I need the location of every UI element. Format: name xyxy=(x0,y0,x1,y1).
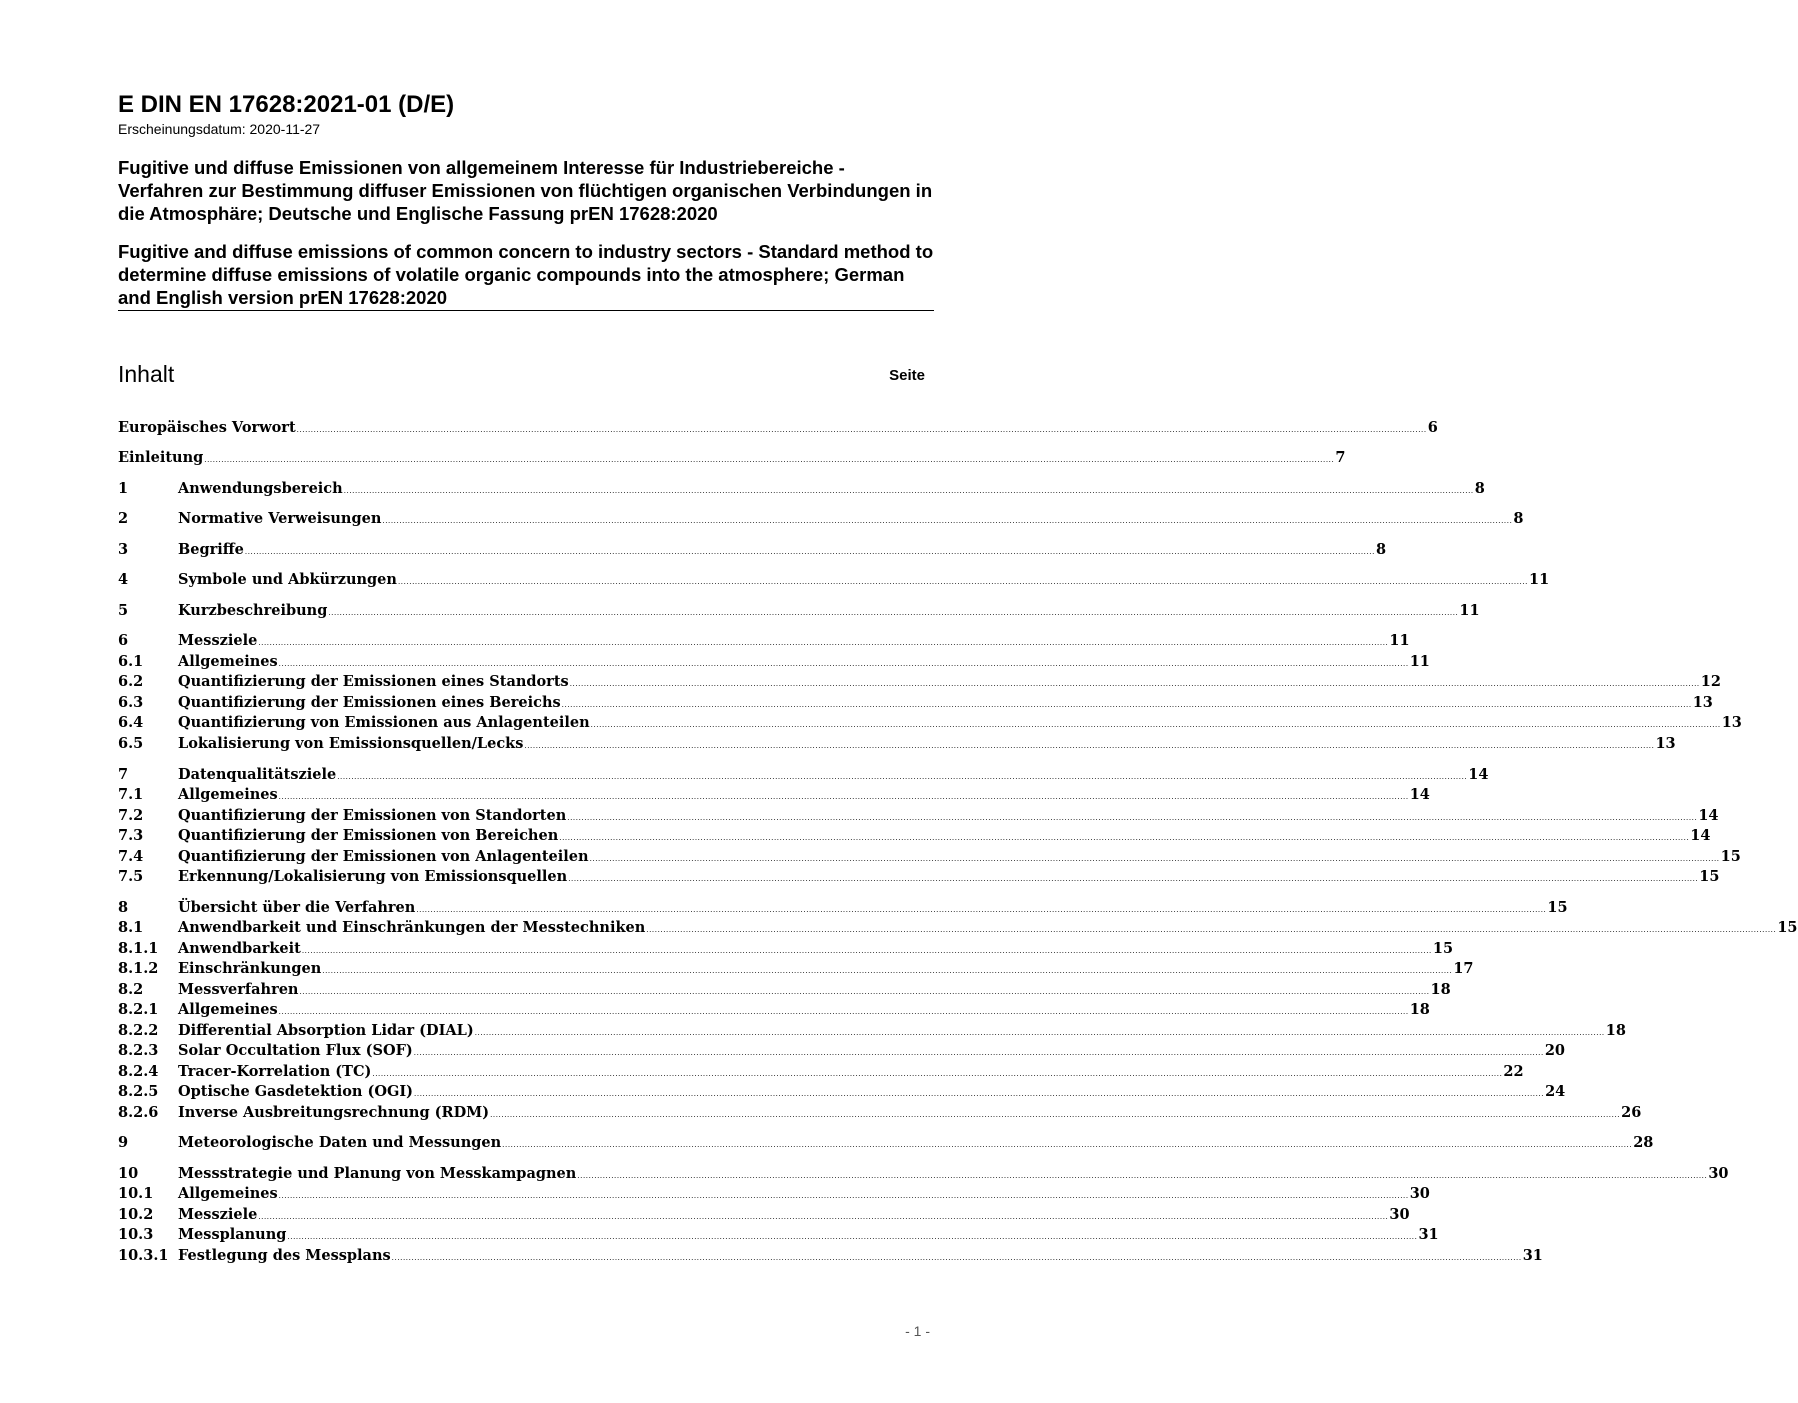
toc-entry-page: 13 xyxy=(1655,735,1676,752)
toc-entry[interactable] xyxy=(118,1103,1642,1123)
toc-entry-title[interactable]: Allgemeines xyxy=(178,653,278,670)
toc-entry-page: 14 xyxy=(1698,807,1719,824)
toc-entry-number: 6.3 xyxy=(118,694,144,711)
toc-entry-title[interactable]: Anwendbarkeit und Einschränkungen der Messtechniken xyxy=(178,919,646,936)
toc-entry-title[interactable]: Normative Verweisungen xyxy=(178,510,382,527)
toc-dot-leader: ................................................................................................................................................................................................................................................................................................................................................................................................................ xyxy=(337,773,1468,781)
toc-entry[interactable] xyxy=(118,1082,1566,1102)
toc-entry-number: 8.1.1 xyxy=(118,940,159,957)
toc-dot-leader: ................................................................................................................................................................................................................................................................................................................................................................................................................ xyxy=(414,1090,1545,1098)
toc-entry-number: 6 xyxy=(118,632,129,649)
toc-entry-number: 7 xyxy=(118,766,129,783)
toc-entry-title[interactable]: Lokalisierung von Emissionsquellen/Lecks xyxy=(178,735,524,752)
toc-entry-title[interactable]: Festlegung des Messplans xyxy=(178,1247,391,1264)
toc-entry-title[interactable]: Begriffe xyxy=(178,541,244,558)
toc-entry-title[interactable]: Quantifizierung der Emissionen eines Standorts xyxy=(178,673,569,690)
toc-entry-page: 8 xyxy=(1474,480,1485,497)
toc-entry-title[interactable]: Messstrategie und Planung von Messkampagnen xyxy=(178,1165,577,1182)
toc-entry-number: 8.2.1 xyxy=(118,1001,159,1018)
toc-dot-leader: ................................................................................................................................................................................................................................................................................................................................................................................................................ xyxy=(490,1111,1621,1119)
toc-entry-title[interactable]: Quantifizierung der Emissionen von Anlagenteilen xyxy=(178,848,589,865)
toc-dot-leader: ................................................................................................................................................................................................................................................................................................................................................................................................................ xyxy=(278,1008,1409,1016)
toc-entry-title[interactable]: Quantifizierung der Emissionen eines Bereichs xyxy=(178,694,561,711)
toc-entry-title[interactable]: Messziele xyxy=(178,1206,258,1223)
toc-entry-number: 6.2 xyxy=(118,673,144,690)
toc-entry-title[interactable]: Kurzbeschreibung xyxy=(178,602,328,619)
toc-entry[interactable] xyxy=(118,509,1524,529)
toc-dot-leader: ................................................................................................................................................................................................................................................................................................................................................................................................................ xyxy=(278,1192,1409,1200)
toc-entry-page: 13 xyxy=(1692,694,1713,711)
toc-entry[interactable] xyxy=(118,418,1438,438)
toc-dot-leader: ................................................................................................................................................................................................................................................................................................................................................................................................................ xyxy=(278,793,1409,801)
toc-entry-title[interactable]: Datenqualitätsziele xyxy=(178,766,337,783)
toc-entry-page: 26 xyxy=(1621,1104,1642,1121)
toc-entry-page: 28 xyxy=(1633,1134,1654,1151)
toc-entry[interactable] xyxy=(118,1021,1626,1041)
toc-entry-number: 10 xyxy=(118,1165,139,1182)
toc-entry-title[interactable]: Inverse Ausbreitungsrechnung (RDM) xyxy=(178,1104,490,1121)
toc-entry-title[interactable]: Einleitung xyxy=(118,449,204,466)
toc-entry-page: 17 xyxy=(1453,960,1474,977)
toc-entry-page: 31 xyxy=(1418,1226,1439,1243)
toc-entry-title[interactable]: Messplanung xyxy=(178,1226,287,1243)
toc-entry-title[interactable]: Allgemeines xyxy=(178,786,278,803)
toc-dot-leader: ................................................................................................................................................................................................................................................................................................................................................................................................................ xyxy=(296,426,1427,434)
toc-entry-page: 20 xyxy=(1544,1042,1566,1059)
toc-entry[interactable] xyxy=(118,1062,1524,1082)
toc-entry-page: 11 xyxy=(1409,653,1430,670)
toc-entry[interactable] xyxy=(118,806,1719,826)
toc-entry[interactable] xyxy=(118,652,1430,672)
toc-entry[interactable] xyxy=(118,765,1489,785)
toc-entry-title[interactable]: Einschränkungen xyxy=(178,960,322,977)
toc-entry[interactable] xyxy=(118,693,1713,713)
toc-entry-number: 7.3 xyxy=(118,827,144,844)
toc-entry-title[interactable]: Allgemeines xyxy=(178,1001,278,1018)
toc-entry-number: 10.1 xyxy=(118,1185,154,1202)
document-header xyxy=(118,90,934,311)
toc-entry-page: 15 xyxy=(1432,940,1454,957)
toc-entry-page: 7 xyxy=(1335,449,1346,466)
toc-entry-number: 7.1 xyxy=(118,786,144,803)
toc-entry-title[interactable]: Messziele xyxy=(178,632,258,649)
publication-date: Erscheinungsdatum: 2020-11-27 xyxy=(118,121,321,137)
toc-dot-leader: ................................................................................................................................................................................................................................................................................................................................................................................................................ xyxy=(299,988,1430,996)
toc-entry-page: 14 xyxy=(1409,786,1430,803)
toc-entry-number: 8 xyxy=(118,899,129,916)
toc-dot-leader: ................................................................................................................................................................................................................................................................................................................................................................................................................ xyxy=(590,721,1721,729)
toc-entry-number: 8.2.6 xyxy=(118,1104,159,1121)
toc-entry-page: 11 xyxy=(1389,632,1410,649)
toc-dot-leader: ................................................................................................................................................................................................................................................................................................................................................................................................................ xyxy=(391,1254,1522,1262)
toc-entry-page: 24 xyxy=(1545,1083,1566,1100)
toc-entry-page: 15 xyxy=(1720,848,1741,865)
toc-entry[interactable] xyxy=(118,601,1480,621)
toc-entry-page: 13 xyxy=(1721,714,1742,731)
toc-entry-page: 6 xyxy=(1427,419,1438,436)
toc-entry-title[interactable]: Meteorologische Daten und Messungen xyxy=(178,1134,502,1151)
toc-entry-page: 31 xyxy=(1522,1247,1543,1264)
toc-entry[interactable] xyxy=(118,1246,1543,1266)
toc-dot-leader: ................................................................................................................................................................................................................................................................................................................................................................................................................ xyxy=(397,578,1528,586)
toc-dot-leader: ................................................................................................................................................................................................................................................................................................................................................................................................................ xyxy=(474,1029,1605,1037)
toc-dot-leader: ................................................................................................................................................................................................................................................................................................................................................................................................................ xyxy=(569,680,1700,688)
toc-entry[interactable] xyxy=(118,1184,1430,1204)
toc-entry-number: 8.1.2 xyxy=(118,960,159,977)
title-german: Fugitive und diffuse Emissionen von allgemeinem Interesse für Industriebereiche - Verfahren zur Bestimmung diffuser Emissionen von flüchtigen organischen Verbindungen in die Atmosphäre; Deutsche und Englische Fassung prEN 17628:2020 xyxy=(118,157,933,224)
toc-entry-title[interactable]: Symbole und Abkürzungen xyxy=(178,571,397,588)
toc-entry[interactable] xyxy=(118,1164,1729,1184)
toc-dot-leader: ................................................................................................................................................................................................................................................................................................................................................................................................................ xyxy=(287,1233,1418,1241)
toc-entry-title[interactable]: Solar Occultation Flux (SOF) xyxy=(178,1042,413,1059)
toc-dot-leader: ................................................................................................................................................................................................................................................................................................................................................................................................................ xyxy=(301,947,1432,955)
document-id: E DIN EN 17628:2021-01 (D/E) xyxy=(118,91,455,118)
toc-entry-title[interactable]: Optische Gasdetektion (OGI) xyxy=(178,1083,414,1100)
toc-entry-page: 14 xyxy=(1468,766,1489,783)
toc-entry-page: 30 xyxy=(1708,1165,1729,1182)
toc-dot-leader: ................................................................................................................................................................................................................................................................................................................................................................................................................ xyxy=(416,906,1547,914)
toc-entry-title[interactable]: Anwendungsbereich xyxy=(178,480,343,497)
toc-entry[interactable] xyxy=(118,1205,1410,1225)
toc-entry-page: 8 xyxy=(1513,510,1524,527)
toc-dot-leader: ................................................................................................................................................................................................................................................................................................................................................................................................................ xyxy=(413,1049,1544,1057)
toc-entry[interactable] xyxy=(118,1225,1439,1245)
toc-entry[interactable] xyxy=(118,1133,1654,1153)
toc-entry[interactable] xyxy=(118,847,1741,867)
toc-entry-number: 5 xyxy=(118,602,129,619)
toc-entry[interactable] xyxy=(118,672,1721,692)
toc-entry[interactable] xyxy=(118,980,1451,1000)
toc-entry-title[interactable]: Quantifizierung von Emissionen aus Anlagenteilen xyxy=(178,714,590,731)
toc-dot-leader: ................................................................................................................................................................................................................................................................................................................................................................................................................ xyxy=(372,1070,1503,1078)
toc-entry-title[interactable]: Messverfahren xyxy=(178,981,299,998)
toc-dot-leader: ................................................................................................................................................................................................................................................................................................................................................................................................................ xyxy=(258,639,1389,647)
toc-dot-leader: ................................................................................................................................................................................................................................................................................................................................................................................................................ xyxy=(577,1172,1708,1180)
toc-dot-leader: ................................................................................................................................................................................................................................................................................................................................................................................................................ xyxy=(589,855,1720,863)
toc-entry[interactable] xyxy=(118,631,1410,651)
title-english: Fugitive and diffuse emissions of common concern to industry sectors - Standard method to determine diffuse emissions of volatile organic compounds into the atmosphere; German and English version prEN 17628:2020 xyxy=(118,240,934,311)
toc-dot-leader: ................................................................................................................................................................................................................................................................................................................................................................................................................ xyxy=(204,456,1335,464)
toc-dot-leader: ................................................................................................................................................................................................................................................................................................................................................................................................................ xyxy=(646,926,1777,934)
toc-entry-number: 8.2 xyxy=(118,981,144,998)
toc-entry-number: 10.3.1 xyxy=(118,1247,169,1264)
toc-entry-page: 12 xyxy=(1700,673,1721,690)
toc-heading: Inhalt xyxy=(118,361,175,387)
toc-entry[interactable] xyxy=(118,479,1485,499)
toc-entry-number: 6.5 xyxy=(118,735,144,752)
toc-page-column-label: Seite xyxy=(889,367,925,384)
toc-entry-number: 3 xyxy=(118,541,129,558)
toc-entry-page: 11 xyxy=(1529,571,1550,588)
toc-entry-page: 30 xyxy=(1389,1206,1410,1223)
toc-entry-page: 18 xyxy=(1605,1022,1626,1039)
toc-entry[interactable] xyxy=(118,713,1742,733)
toc-entry-title[interactable]: Europäisches Vorwort xyxy=(118,419,296,436)
toc-entry-page: 8 xyxy=(1375,541,1387,558)
toc-dot-leader: ................................................................................................................................................................................................................................................................................................................................................................................................................ xyxy=(559,834,1690,842)
toc-entry-title[interactable]: Anwendbarkeit xyxy=(178,940,301,957)
toc-entry-page: 18 xyxy=(1409,1001,1430,1018)
toc-entry-number: 10.3 xyxy=(118,1226,154,1243)
toc-entry-page: 14 xyxy=(1690,827,1711,844)
toc-dot-leader: ................................................................................................................................................................................................................................................................................................................................................................................................................ xyxy=(568,875,1699,883)
toc-entry-number: 8.2.2 xyxy=(118,1022,159,1039)
toc-entry-page: 30 xyxy=(1409,1185,1430,1202)
toc-entry-number: 6.4 xyxy=(118,714,144,731)
toc-entry-number: 7.5 xyxy=(118,868,144,885)
toc-entry-page: 18 xyxy=(1430,981,1451,998)
toc-entry-number: 10.2 xyxy=(118,1206,154,1223)
toc-dot-leader: ................................................................................................................................................................................................................................................................................................................................................................................................................ xyxy=(524,742,1655,750)
toc-entry[interactable] xyxy=(118,785,1430,805)
toc-entry[interactable] xyxy=(118,898,1568,918)
toc-entry[interactable] xyxy=(118,448,1346,468)
toc-entry-title[interactable]: Tracer-Korrelation (TC) xyxy=(178,1063,372,1080)
toc-dot-leader: ................................................................................................................................................................................................................................................................................................................................................................................................................ xyxy=(502,1141,1633,1149)
toc-entry[interactable] xyxy=(118,540,1387,560)
toc-entry-number: 4 xyxy=(118,571,129,588)
toc-entry[interactable] xyxy=(118,939,1454,959)
toc-entry[interactable] xyxy=(118,1000,1430,1020)
toc-entry[interactable] xyxy=(118,734,1676,754)
toc-entry-number: 6.1 xyxy=(118,653,144,670)
toc-entry-number: 8.2.4 xyxy=(118,1063,159,1080)
toc-dot-leader: ................................................................................................................................................................................................................................................................................................................................................................................................................ xyxy=(328,609,1459,617)
toc-entry-page: 15 xyxy=(1699,868,1720,885)
toc-header xyxy=(118,360,932,390)
toc-entry-number: 8.2.3 xyxy=(118,1042,159,1059)
toc-dot-leader: ................................................................................................................................................................................................................................................................................................................................................................................................................ xyxy=(561,701,1692,709)
toc-entry-number: 7.4 xyxy=(118,848,144,865)
toc-dot-leader: ................................................................................................................................................................................................................................................................................................................................................................................................................ xyxy=(343,487,1474,495)
toc-dot-leader: ................................................................................................................................................................................................................................................................................................................................................................................................................ xyxy=(322,967,1453,975)
toc-entry[interactable] xyxy=(118,826,1711,846)
toc-dot-leader: ................................................................................................................................................................................................................................................................................................................................................................................................................ xyxy=(382,517,1513,525)
toc-entry-number: 8.1 xyxy=(118,919,144,936)
toc-entry-number: 7.2 xyxy=(118,807,144,824)
toc-dot-leader: ................................................................................................................................................................................................................................................................................................................................................................................................................ xyxy=(258,1213,1389,1221)
toc-entry-title[interactable]: Allgemeines xyxy=(178,1185,278,1202)
toc-entry-number: 8.2.5 xyxy=(118,1083,159,1100)
toc-dot-leader: ................................................................................................................................................................................................................................................................................................................................................................................................................ xyxy=(278,660,1409,668)
toc-entry-title[interactable]: Differential Absorption Lidar (DIAL) xyxy=(178,1022,474,1039)
toc-entry[interactable] xyxy=(118,867,1720,887)
toc-entry-number: 1 xyxy=(118,480,129,497)
toc-entry-number: 9 xyxy=(118,1134,129,1151)
toc-entry-page: 11 xyxy=(1459,602,1480,619)
toc-entry-page: 15 xyxy=(1777,919,1798,936)
toc-entry-number: 2 xyxy=(118,510,129,527)
toc-entry[interactable] xyxy=(118,959,1474,979)
toc-entry-page: 15 xyxy=(1547,899,1568,916)
toc-dot-leader: ................................................................................................................................................................................................................................................................................................................................................................................................................ xyxy=(567,814,1698,822)
toc-entry-page: 22 xyxy=(1503,1063,1524,1080)
toc-entry-title[interactable]: Quantifizierung der Emissionen von Bereichen xyxy=(178,827,559,844)
toc-entry[interactable] xyxy=(118,1041,1566,1061)
page-number: - 1 - xyxy=(905,1323,930,1339)
toc-dot-leader: ................................................................................................................................................................................................................................................................................................................................................................................................................ xyxy=(244,548,1375,556)
toc-entry[interactable] xyxy=(118,570,1550,590)
toc-entry-title[interactable]: Quantifizierung der Emissionen von Standorten xyxy=(178,807,567,824)
toc-entry[interactable] xyxy=(118,918,1798,938)
toc-entry-title[interactable]: Übersicht über die Verfahren xyxy=(178,899,416,916)
toc-entry-title[interactable]: Erkennung/Lokalisierung von Emissionsquellen xyxy=(178,868,568,885)
